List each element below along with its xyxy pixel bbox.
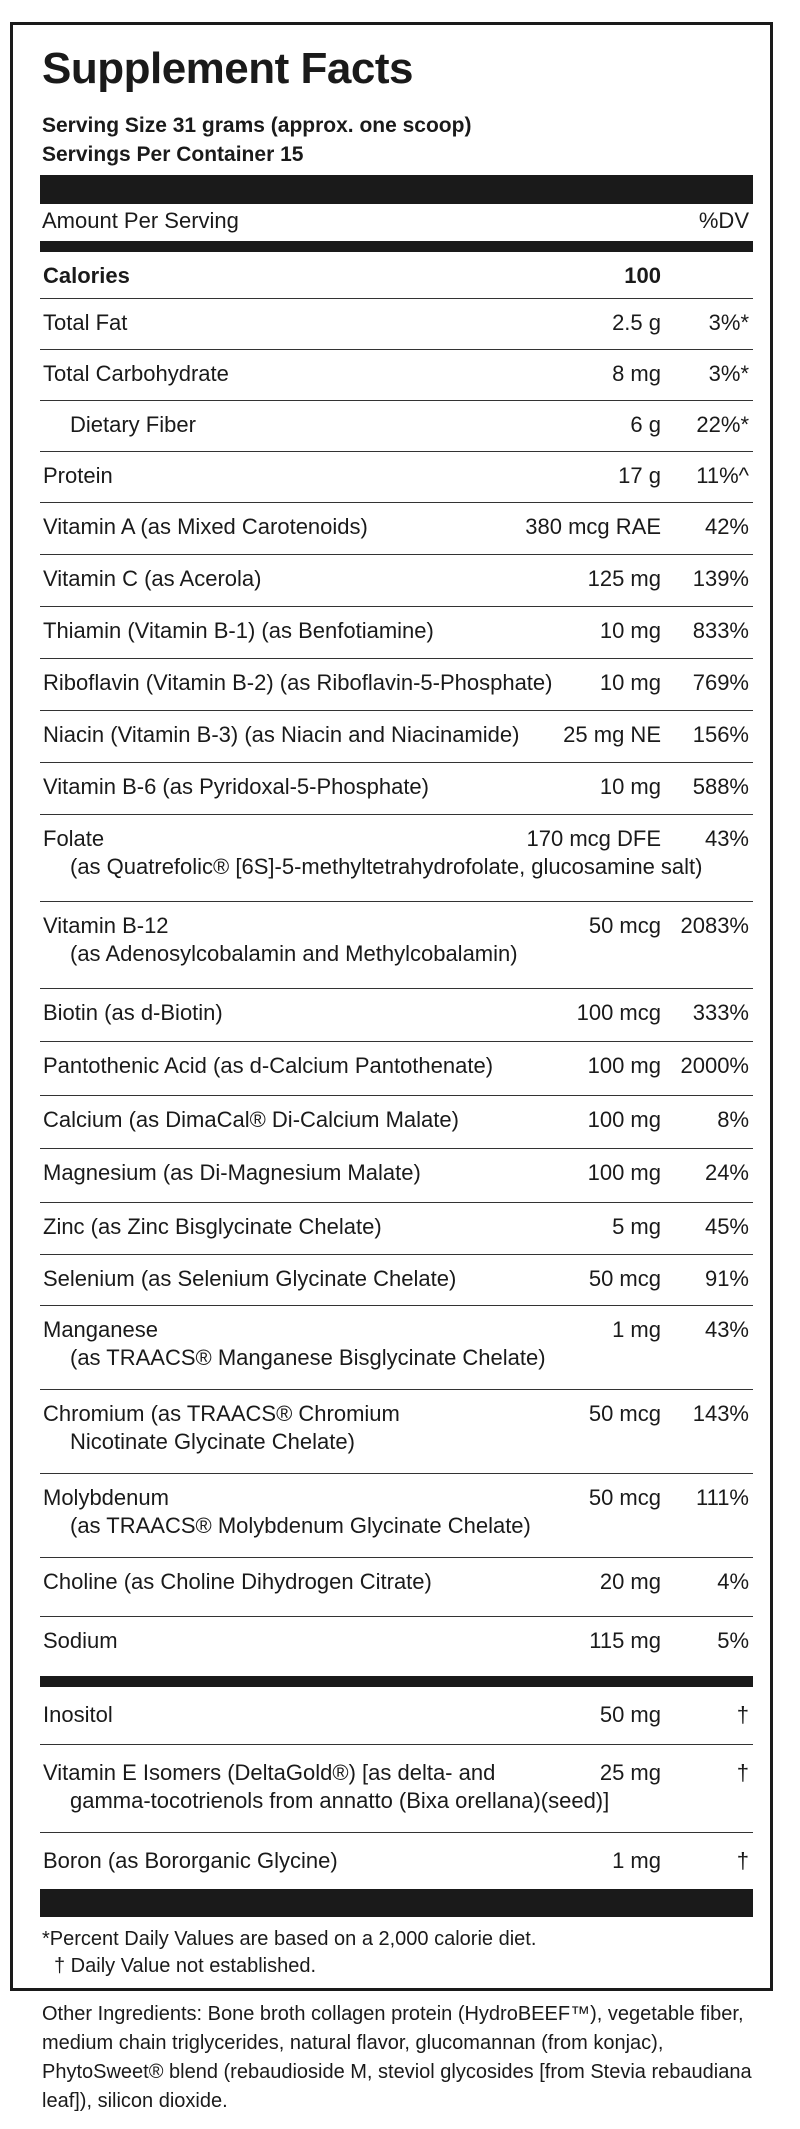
nutrient-name (43, 1316, 546, 1372)
nutrient-amount: 170 mcg DFE (526, 826, 661, 851)
nutrient-dv: 769% (692, 670, 749, 695)
nutrient-name (43, 912, 518, 968)
nutrient-name: Dietary Fiber (70, 412, 196, 437)
nutrient-name-main: Manganese (43, 1317, 158, 1342)
nutrient-name-main: Vitamin B-12 (43, 913, 169, 938)
ingredient-dv: † (736, 1702, 749, 1727)
nutrient-amount: 50 mcg (588, 1485, 661, 1510)
nutrient-row (40, 607, 753, 659)
nutrient-dv: 111% (695, 1485, 749, 1510)
nutrient-amount: 100 mg (587, 1053, 661, 1078)
nutrient-name: Riboflavin (Vitamin B-2) (as Riboflavin-5-Phosphate) (43, 670, 553, 695)
footnote-not-established: † Daily Value not established. (54, 1955, 317, 1977)
nutrient-amount: 10 mg (599, 774, 661, 799)
nutrient-name: Thiamin (Vitamin B-1) (as Benfotiamine) (43, 618, 434, 643)
nutrient-dv: 588% (692, 774, 749, 799)
nutrient-name: Vitamin A (as Mixed Carotenoids) (43, 514, 368, 539)
nutrient-dv: 91% (704, 1266, 749, 1291)
nutrient-row (40, 815, 753, 902)
nutrient-name: Calcium (as DimaCal® Di-Calcium Malate) (43, 1107, 459, 1132)
nutrient-name-source: (as Quatrefolic® [6S]-5-methyltetrahydrofolate, glucosamine salt) (70, 854, 703, 879)
medium-divider (40, 241, 753, 252)
nutrient-dv: 2083% (680, 913, 749, 938)
nutrient-amount: 100 mg (587, 1160, 661, 1185)
nutrient-name: Pantothenic Acid (as d-Calcium Pantothenate) (43, 1053, 494, 1078)
nutrient-row (40, 299, 753, 350)
nutrient-amount: 20 mg (599, 1569, 661, 1594)
nutrient-amount: 8 mg (612, 361, 661, 386)
servings-per-container: Servings Per Container 15 (42, 143, 304, 166)
nutrient-row (40, 1203, 753, 1255)
dv-header: %DV (698, 208, 749, 233)
nutrient-amount: 6 g (630, 412, 661, 437)
nutrient-name-source: (as Adenosylcobalamin and Methylcobalamin) (70, 941, 518, 966)
nutrient-row (40, 989, 753, 1042)
nutrient-name (43, 1400, 400, 1456)
nutrient-name: Biotin (as d-Biotin) (43, 1000, 223, 1025)
nutrient-row (40, 350, 753, 401)
calories-row (40, 252, 753, 299)
nutrient-row (40, 1306, 753, 1390)
ingredient-row (40, 1687, 753, 1745)
nutrient-dv: 3%* (708, 310, 749, 335)
ingredient-row (40, 1833, 753, 1889)
nutrient-name-main: Chromium (as TRAACS® Chromium (43, 1401, 400, 1426)
nutrient-dv: 43% (704, 1317, 749, 1342)
nutrient-amount: 50 mcg (588, 1401, 661, 1426)
nutrient-row (40, 1617, 753, 1676)
panel-title: Supplement Facts (42, 44, 413, 93)
nutrient-name: Sodium (43, 1628, 118, 1653)
ingredient-amount: 1 mg (612, 1848, 661, 1873)
thick-divider (40, 1889, 753, 1917)
nutrient-name: Magnesium (as Di-Magnesium Malate) (43, 1160, 421, 1185)
ingredient-dv: † (736, 1760, 749, 1785)
nutrient-row (40, 401, 753, 452)
ingredient-name (43, 1759, 609, 1815)
nutrient-dv: 11%^ (696, 463, 749, 488)
nutrient-dv: 143% (692, 1401, 749, 1426)
nutrient-amount: 380 mcg RAE (525, 514, 661, 539)
nutrient-amount: 50 mcg (588, 913, 661, 938)
nutrient-amount: 17 g (618, 463, 661, 488)
nutrient-name-source: (as TRAACS® Manganese Bisglycinate Chelate) (70, 1345, 546, 1370)
amount-header (42, 208, 749, 234)
nutrient-dv: 43% (704, 826, 749, 851)
nutrient-name: Selenium (as Selenium Glycinate Chelate) (43, 1266, 457, 1291)
nutrient-dv: 4% (717, 1569, 749, 1594)
nutrient-name-main: Molybdenum (43, 1485, 169, 1510)
nutrient-dv: 139% (692, 566, 749, 591)
nutrient-amount: 10 mg (599, 618, 661, 643)
nutrient-dv: 5% (717, 1628, 749, 1653)
nutrient-amount: 25 mg NE (563, 722, 661, 747)
nutrient-amount: 100 mcg (576, 1000, 661, 1025)
ingredient-name-main: Vitamin E Isomers (DeltaGold®) [as delta- and (43, 1760, 496, 1785)
nutrient-dv: 22%* (696, 412, 749, 437)
nutrient-name-source: (as TRAACS® Molybdenum Glycinate Chelate) (70, 1513, 531, 1538)
medium-divider (40, 1676, 753, 1687)
thick-divider (40, 175, 753, 204)
ingredient-amount: 25 mg (599, 1760, 661, 1785)
nutrient-row (40, 1558, 753, 1617)
nutrient-amount: 50 mcg (588, 1266, 661, 1291)
nutrient-dv: 45% (704, 1214, 749, 1239)
ingredient-name: Boron (as Bororganic Glycine) (43, 1848, 338, 1873)
nutrient-dv: 42% (704, 514, 749, 539)
nutrient-name: Zinc (as Zinc Bisglycinate Chelate) (43, 1214, 382, 1239)
ingredient-amount: 50 mg (599, 1702, 661, 1727)
nutrient-row (40, 1149, 753, 1203)
nutrient-row (40, 503, 753, 555)
nutrient-name: Protein (43, 463, 113, 488)
calories-label: Calories (43, 263, 130, 288)
nutrient-name: Niacin (Vitamin B-3) (as Niacin and Niacinamide) (43, 722, 520, 747)
nutrient-name (43, 1484, 531, 1540)
nutrient-row (40, 659, 753, 711)
ingredient-name: Inositol (43, 1702, 113, 1727)
nutrient-row (40, 763, 753, 815)
nutrient-row (40, 452, 753, 503)
ingredient-row (40, 1745, 753, 1833)
nutrient-row (40, 1096, 753, 1149)
nutrient-dv: 2000% (680, 1053, 749, 1078)
nutrient-name-source: Nicotinate Glycinate Chelate) (70, 1429, 355, 1454)
nutrient-name: Vitamin C (as Acerola) (43, 566, 262, 591)
nutrient-dv: 8% (717, 1107, 749, 1132)
nutrient-row (40, 1255, 753, 1306)
nutrient-name: Total Fat (43, 310, 128, 335)
nutrient-dv: 3%* (708, 361, 749, 386)
nutrient-row (40, 555, 753, 607)
nutrient-row (40, 711, 753, 763)
nutrient-amount: 2.5 g (612, 310, 661, 335)
nutrient-amount: 1 mg (612, 1317, 661, 1342)
ingredient-dv: † (736, 1848, 749, 1873)
nutrient-dv: 333% (692, 1000, 749, 1025)
nutrient-amount: 125 mg (587, 566, 661, 591)
calories-amount: 100 (624, 263, 661, 288)
nutrient-name: Total Carbohydrate (43, 361, 229, 386)
nutrient-row (40, 902, 753, 989)
nutrient-dv: 156% (692, 722, 749, 747)
nutrient-dv: 833% (692, 618, 749, 643)
nutrient-dv: 24% (704, 1160, 749, 1185)
nutrient-name-main: Folate (43, 826, 105, 851)
footnote-daily-value: *Percent Daily Values are based on a 2,000 calorie diet. (42, 1928, 537, 1950)
nutrient-name: Vitamin B-6 (as Pyridoxal-5-Phosphate) (43, 774, 429, 799)
nutrient-amount: 100 mg (587, 1107, 661, 1132)
serving-size: Serving Size 31 grams (approx. one scoop) (42, 114, 472, 137)
nutrient-row (40, 1390, 753, 1474)
other-ingredients: Other Ingredients: Bone broth collagen protein (HydroBEEF™), vegetable fiber, medium chain triglycerides, natural flavor, glucomannan (from konjac), PhytoSweet® blend (rebaudioside M, steviol glycosides [from Stevia rebaudiana leaf]), silicon dioxide. (42, 2003, 752, 2112)
nutrient-amount: 115 mg (589, 1628, 661, 1653)
nutrient-row (40, 1042, 753, 1096)
nutrient-name: Choline (as Choline Dihydrogen Citrate) (43, 1569, 432, 1594)
amount-per-serving-label: Amount Per Serving (42, 208, 239, 233)
nutrient-amount: 5 mg (612, 1214, 661, 1239)
ingredient-name-source: gamma-tocotrienols from annatto (Bixa orellana)(seed)] (70, 1788, 610, 1813)
nutrient-row (40, 1474, 753, 1558)
nutrient-amount: 10 mg (599, 670, 661, 695)
